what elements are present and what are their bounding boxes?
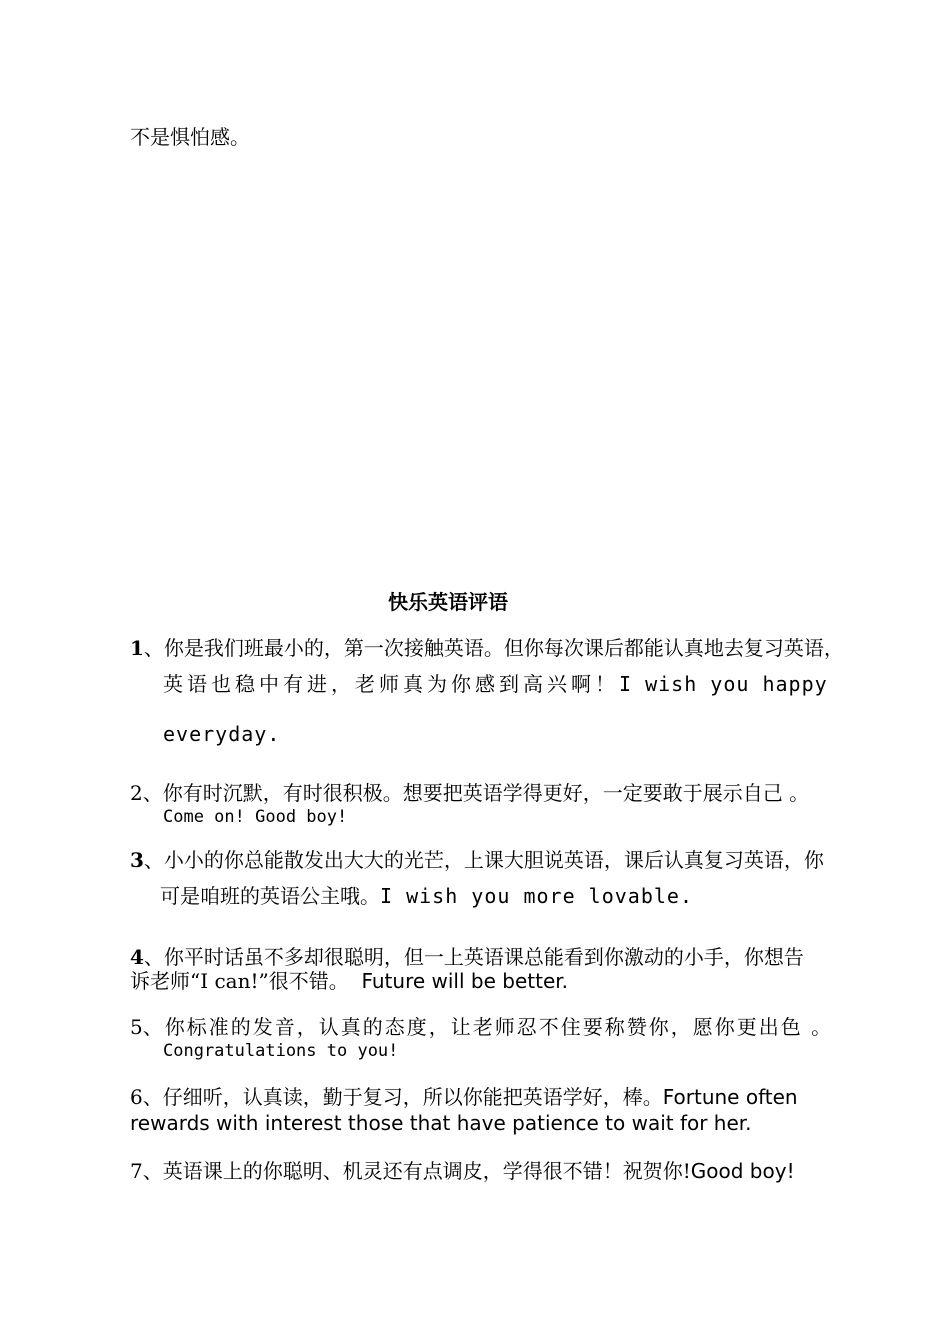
item-english-text: Fortune often [662,1085,798,1109]
list-item-6-line-1 [130,1085,798,1109]
item-english-text: I wish you more lovable. [380,884,693,908]
list-item-6-line-2: rewards with interest those that have patience to wait for her. [130,1111,752,1135]
item-text: 、你是我们班最小的，第一次接触英语。但你每次课后都能认真地去复习英语， [143,636,844,660]
item-text: 、英语课上的你聪明、机灵还有点调皮，学得很不错！祝贺你! [142,1159,691,1183]
item-number: 7 [130,1159,143,1183]
item-text: 、你有时沉默，有时很积极。想要把英语学得更好，一定要敢于展示自己 。 [142,781,810,805]
item-english-text: Good boy! [690,1159,795,1183]
list-item-2-line-2: Come on! Good boy! [163,807,348,827]
item-text: 可是咱班的英语公主哦。 [160,884,380,908]
item-text: 、小小的你总能散发出大大的光芒，上课大胆说英语，课后认真复习英语，你 [143,848,824,872]
item-english-text: I wish you happy [619,672,828,696]
item-text: 、你标准的发音，认真的态度，让老师忍不住要称赞你，愿你更出色 。 [142,1015,834,1039]
list-item-5-line-2: Congratulations to you! [163,1041,399,1061]
page-title: 快乐英语评语 [388,590,508,614]
item-text: 诉老师“I can!”很不错。 [130,969,349,993]
list-item-2-line-1 [130,781,809,805]
item-number: 3 [130,848,144,872]
list-item-3-line-2 [160,884,693,908]
list-item-1-line-2 [163,672,828,696]
item-number: 1 [130,636,144,660]
item-text: 英语也稳中有进，老师真为你感到高兴啊！ [163,672,619,696]
list-item-1-line-3: everyday. [163,722,281,746]
item-number: 5 [130,1015,143,1039]
item-english-text: Future will be better. [361,969,568,993]
item-number: 4 [130,945,144,969]
item-number: 6 [130,1085,143,1109]
top-fragment-text: 不是惧怕感。 [130,125,250,149]
item-text: 、你平时话虽不多却很聪明，但一上英语课总能看到你激动的小手，你想告 [143,945,804,969]
list-item-7-line-1 [130,1159,795,1183]
list-item-5-line-1 [130,1015,833,1039]
list-item-4-line-2 [130,969,568,993]
list-item-3-line-1 [130,848,824,872]
item-text: 、仔细听，认真读，勤于复习，所以你能把英语学好，棒。 [142,1085,663,1109]
item-number: 2 [130,781,143,805]
list-item-4-line-1 [130,945,804,969]
list-item-1-line-1 [130,636,844,660]
